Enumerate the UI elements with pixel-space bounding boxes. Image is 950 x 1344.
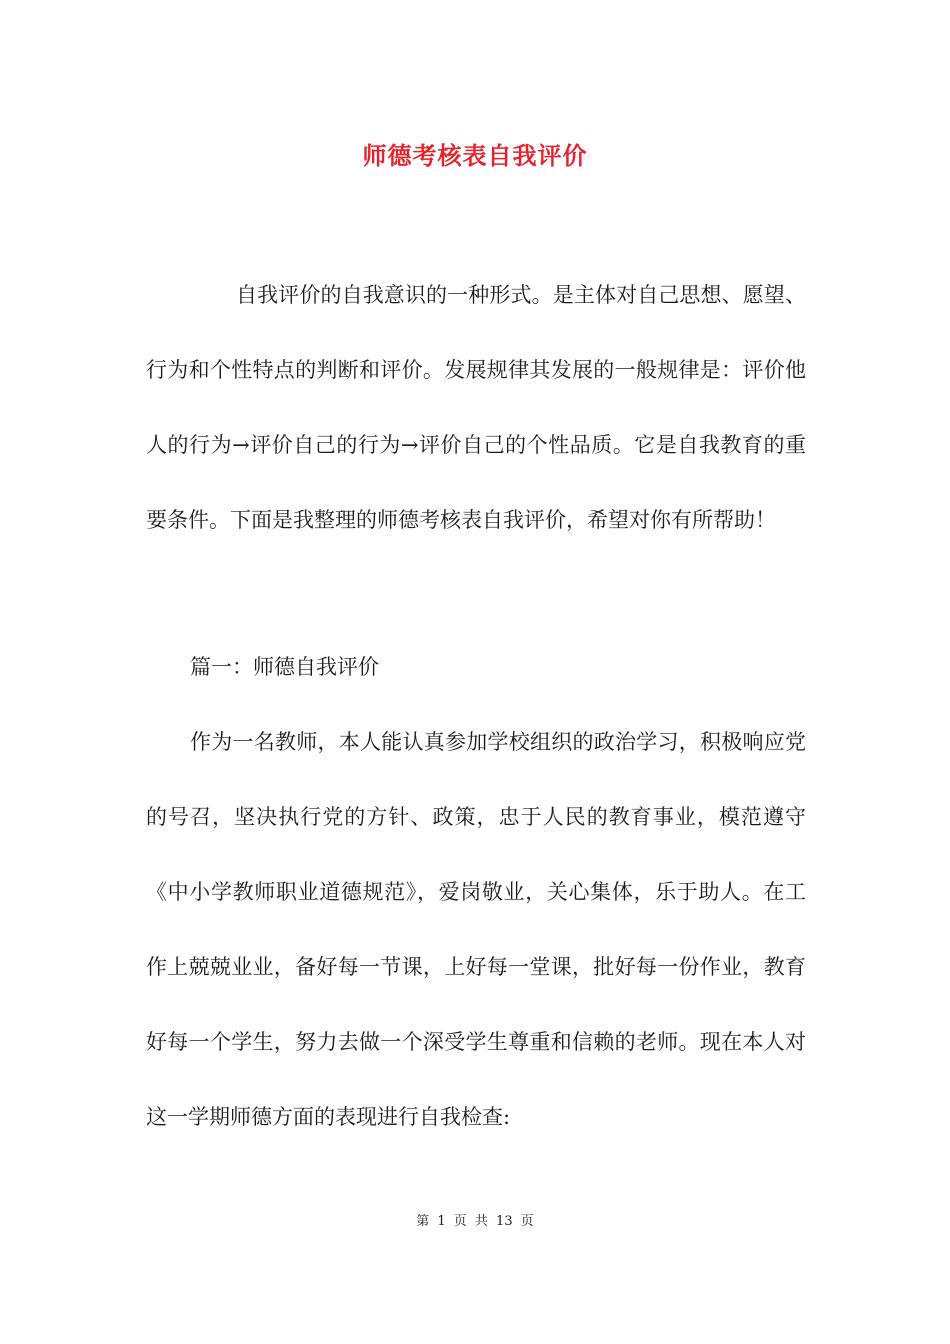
intro-paragraph: 自我评价的自我意识的一种形式。是主体对自己思想、愿望、行为和个性特点的判断和评价。发展规律其发展的一般规律是：评价他人的行为→评价自己的行为→评价自己的个性品质。它是自我教育的重要条件。下面是我整理的师德考核表自我评价，希望对你有所帮助！: [146, 283, 806, 532]
section-heading: 篇一：师德自我评价: [190, 655, 379, 679]
document-title: 师德考核表自我评价: [362, 141, 588, 170]
body-paragraph: 作为一名教师，本人能认真参加学校组织的政治学习，积极响应党的号召，坚决执行党的方针、政策，忠于人民的教育事业，模范遵守《中小学教师职业道德规范》，爱岗敬业，关心集体，乐于助人。在工作上兢兢业业，备好每一节课，上好每一堂课，批好每一份作业，教育好每一个学生，努力去做一个深受学生尊重和信赖的老师。现在本人对这一学期师德方面的表现进行自我检查:: [146, 730, 806, 1129]
page-footer: 第 1 页 共 13 页: [416, 1214, 534, 1229]
